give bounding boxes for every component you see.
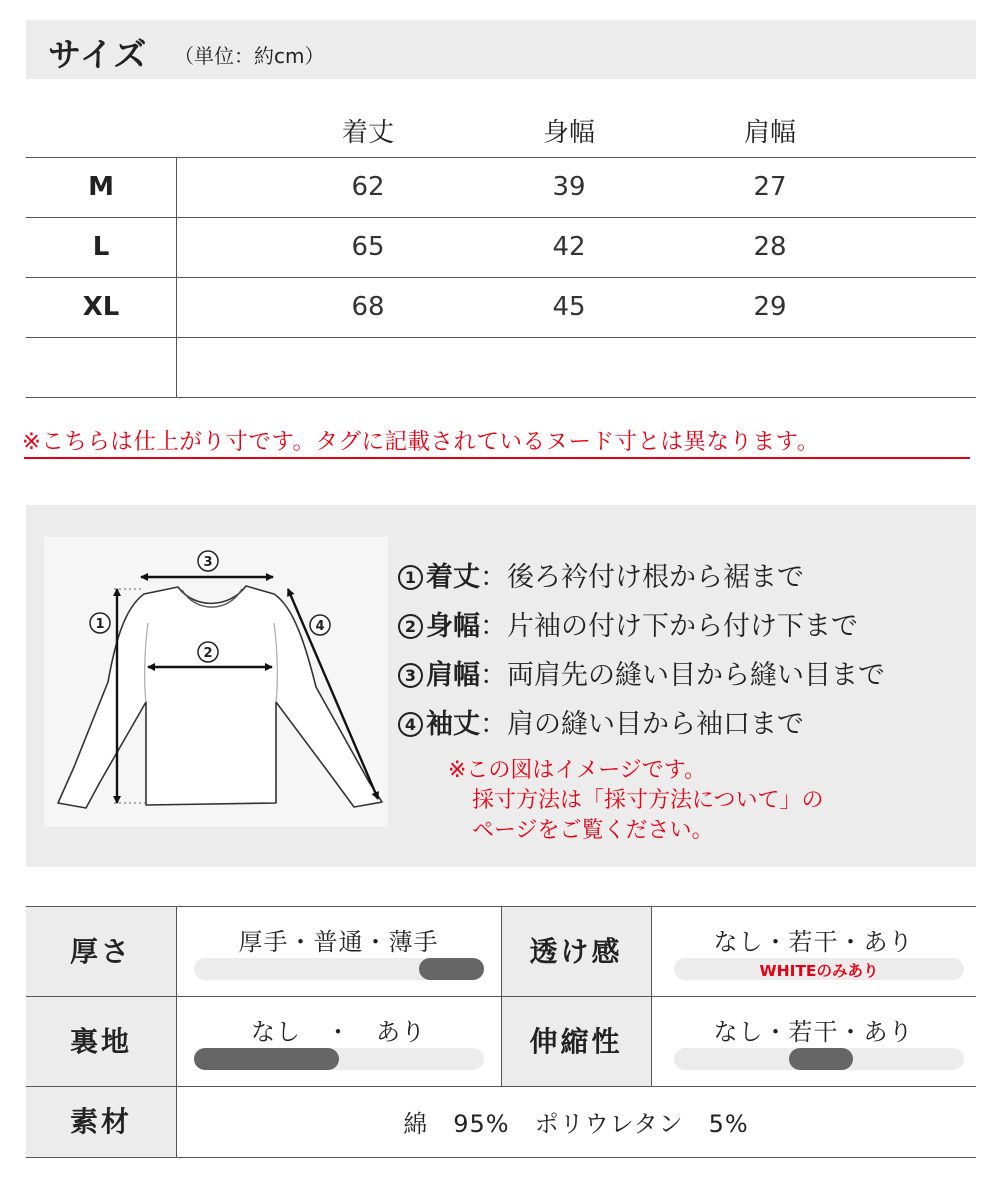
material-value: 綿 95% ポリウレタン 5% xyxy=(403,1110,749,1138)
page-title: サイズ xyxy=(48,35,148,74)
stretch-label: 伸縮性 xyxy=(501,997,651,1086)
stretch-options: なし・若干・あり xyxy=(713,1018,914,1046)
svg-text:1: 1 xyxy=(95,617,105,632)
table-cell: 62 xyxy=(351,172,385,202)
table-divider xyxy=(26,157,976,158)
lining-options: なし ・ あり xyxy=(251,1018,426,1046)
row-label-l: L xyxy=(92,232,110,262)
legend-item: 3 肩幅：両肩先の縫い目から縫い目まで xyxy=(398,653,885,692)
thickness-scale xyxy=(194,958,484,980)
table-divider xyxy=(26,277,976,278)
table-cell: 29 xyxy=(753,292,787,322)
svg-text:2: 2 xyxy=(203,646,213,661)
lining-indicator xyxy=(194,1048,339,1070)
measurement-diagram-panel xyxy=(26,505,976,867)
garment-illustration xyxy=(44,537,388,827)
row-label-m: M xyxy=(88,172,114,202)
number-badge: 2 xyxy=(398,614,423,639)
stretch-scale xyxy=(674,1048,964,1070)
legend-item: 1 着丈：後ろ衿付け根から裾まで xyxy=(398,555,804,594)
table-cell: 39 xyxy=(552,172,586,202)
number-badge: 1 xyxy=(398,565,423,590)
finished-size-note: ※こちらは仕上がり寸です。タグに記載されているヌード寸とは異なります。 xyxy=(22,429,820,455)
col-header-length: 着丈 xyxy=(341,118,394,148)
table-cell: 42 xyxy=(552,232,586,262)
sheer-label: 透け感 xyxy=(501,907,651,996)
note-underline xyxy=(24,457,970,459)
svg-text:4: 4 xyxy=(315,619,325,634)
table-divider xyxy=(26,337,976,338)
fabric-spec-table xyxy=(26,906,976,1158)
material-label: 素材 xyxy=(26,1087,176,1157)
table-cell: 27 xyxy=(753,172,787,202)
sheer-note: WHITEのみあり xyxy=(759,962,879,980)
sheer-options: なし・若干・あり xyxy=(713,928,914,956)
row-label-xl: XL xyxy=(82,292,120,322)
lining-label: 裏地 xyxy=(26,997,176,1086)
table-cell: 65 xyxy=(351,232,385,262)
svg-text:3: 3 xyxy=(203,555,213,570)
thickness-indicator xyxy=(419,958,484,980)
table-cell: 45 xyxy=(552,292,586,322)
tshirt-diagram xyxy=(44,537,388,827)
thickness-options: 厚手・普通・薄手 xyxy=(238,928,439,956)
table-cell: 68 xyxy=(351,292,385,322)
legend-item: 2 身幅：片袖の付け下から付け下まで xyxy=(398,604,858,643)
legend-item: 4 袖丈：肩の縫い目から袖口まで xyxy=(398,702,804,741)
thickness-label: 厚さ xyxy=(26,907,176,996)
col-header-width: 身幅 xyxy=(542,118,595,148)
diagram-note: ※この図はイメージです。 採寸方法は「採寸方法について」の ページをご覧ください。 xyxy=(448,758,824,843)
table-divider xyxy=(26,217,976,218)
lining-scale xyxy=(194,1048,484,1070)
table-cell: 28 xyxy=(753,232,787,262)
number-badge: 4 xyxy=(398,712,423,737)
stretch-indicator xyxy=(789,1048,853,1070)
fabric-divider xyxy=(26,1157,976,1158)
fabric-column-divider xyxy=(501,906,502,1086)
table-divider xyxy=(26,397,976,398)
unit-label: （単位：約cm） xyxy=(174,44,325,68)
table-column-divider xyxy=(176,157,177,397)
col-header-shoulder: 肩幅 xyxy=(743,118,796,148)
size-table xyxy=(26,100,976,398)
title-bar xyxy=(26,20,976,79)
number-badge: 3 xyxy=(398,663,423,688)
